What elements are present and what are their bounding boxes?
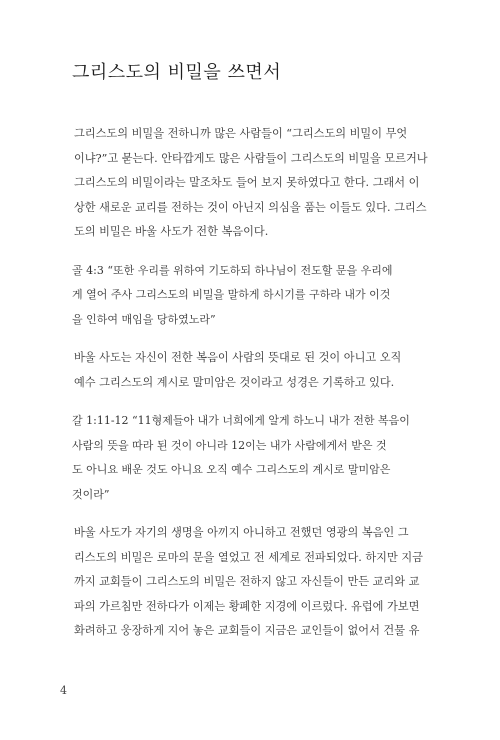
quote-line: 골 4:3 “또한 우리를 위하여 기도하되 하나님이 전도할 문을 우리에	[72, 263, 393, 277]
spacer	[60, 395, 440, 409]
quote-line: 갈 1:11-12 “11형제들아 내가 너희에게 알게 하노니 내가 전한 복음이	[72, 414, 410, 427]
text-line: 까지 교회들이 그리스도의 비밀은 전하지 않고 자신들이 만든 교리와 교	[74, 575, 420, 588]
body-text	[60, 122, 440, 644]
page-number: 4	[60, 684, 67, 697]
scripture-quote-1	[72, 259, 422, 333]
paragraph-3	[60, 521, 440, 644]
quote-line: 것이라”	[72, 487, 110, 501]
text-line: 바울 사도는 자신이 전한 복음이 사람의 뜻대로 된 것이 아니고 오직	[74, 351, 402, 364]
paragraph-1	[60, 122, 440, 245]
text-line: 바울 사도가 자기의 생명을 아끼지 아니하고 전했던 영광의 복음인 그	[74, 526, 409, 539]
text-line: 이냐?”고 묻는다. 안타깝게도 많은 사람들이 그리스도의 비밀을 모르거나	[74, 151, 428, 165]
spacer	[60, 245, 440, 259]
spacer	[60, 507, 440, 521]
scripture-quote-2	[72, 409, 422, 507]
text-line: 그리스도의 비밀이라는 말조차도 들어 보지 못하였다고 한다. 그래서 이	[74, 176, 420, 189]
text-line: 파의 가르침만 전하다가 이제는 황폐한 지경에 이르렀다. 유럽에 가보면	[74, 599, 420, 613]
text-line: 예수 그리스도의 계시로 말미암은 것이라고 성경은 기록하고 있다.	[74, 375, 395, 389]
chapter-title: 그리스도의 비밀을 쓰면서	[72, 62, 282, 83]
quote-line: 게 열어 주사 그리스도의 비밀을 말하게 하시기를 구하라 내가 이것	[72, 288, 391, 301]
spacer	[60, 332, 440, 346]
quote-line: 도 아니요 배운 것도 아니요 오직 예수 그리스도의 계시로 말미암은	[72, 463, 391, 476]
text-line: 화려하고 웅장하게 지어 놓은 교회들이 지금은 교인들이 없어서 건물 유	[74, 624, 420, 637]
text-line: 그리스도의 비밀을 전하니까 많은 사람들이 “그리스도의 비밀이 무엇	[74, 127, 408, 140]
text-line: 상한 새로운 교리를 전하는 것이 아닌지 의심을 품는 이들도 있다. 그리스	[74, 200, 427, 214]
quote-line: 사람의 뜻을 따라 된 것이 아니라 12이는 내가 사람에게서 받은 것	[72, 438, 387, 452]
paragraph-2	[60, 346, 440, 395]
text-line: 리스도의 비밀은 로마의 문을 열었고 전 세계로 전파되었다. 하지만 지금	[74, 550, 423, 564]
quote-line: 을 인하여 매임을 당하였노라”	[72, 312, 216, 326]
text-line: 도의 비밀은 바울 사도가 전한 복음이다.	[74, 225, 269, 238]
